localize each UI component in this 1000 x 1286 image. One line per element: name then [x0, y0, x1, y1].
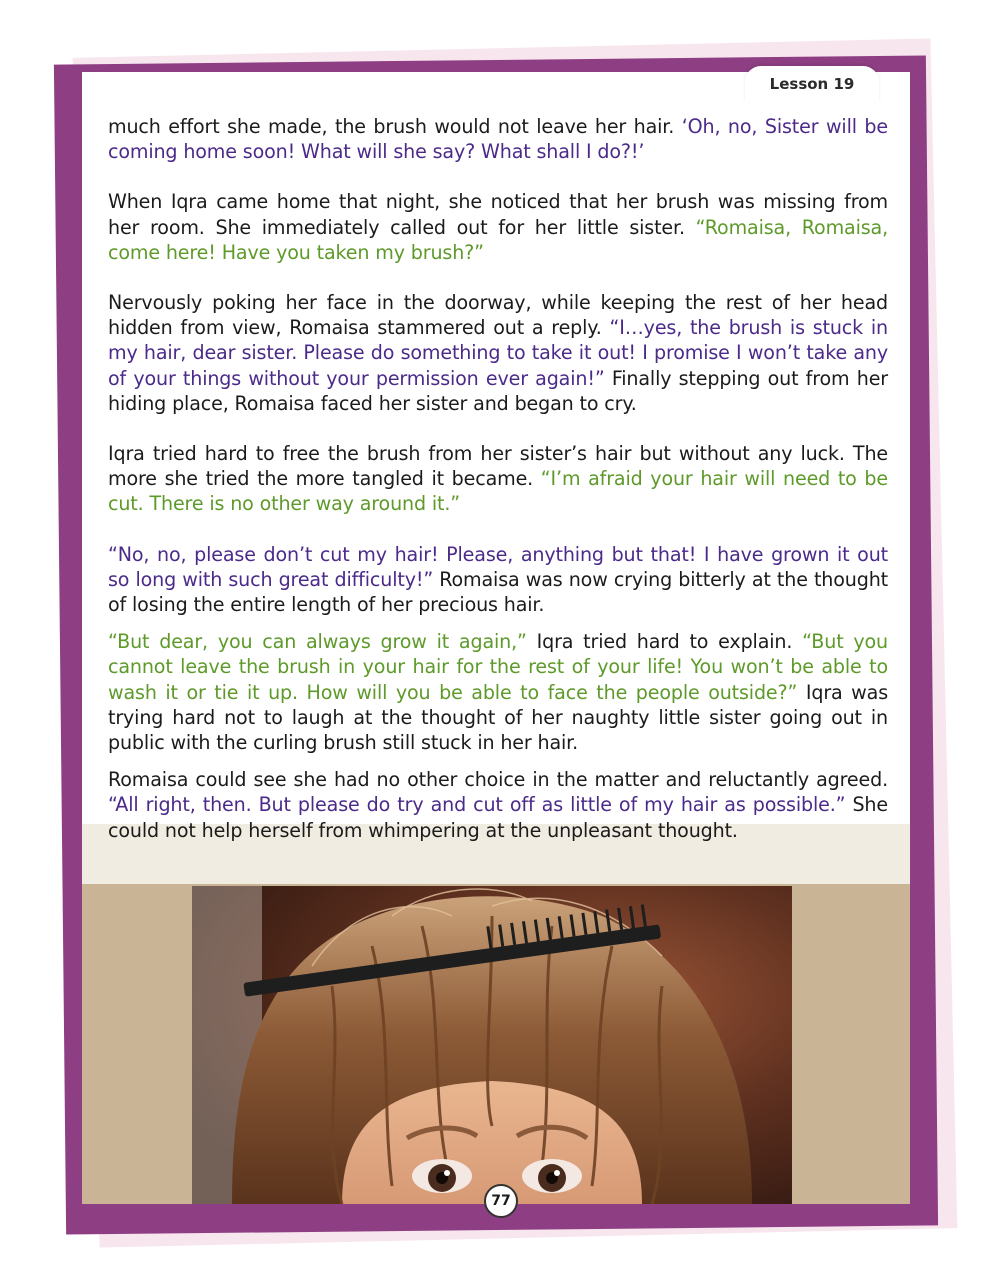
- narration: much effort she made, the brush would not leave her hair.: [108, 115, 682, 138]
- paragraph-5: [108, 542, 888, 618]
- page-number: [484, 1184, 518, 1218]
- story-text: [108, 114, 888, 868]
- narration: When Iqra came home that night, she noticed that her brush was missing from her room. She immediately called out for her little sister.: [108, 190, 888, 239]
- girl-with-comb-image: [192, 886, 792, 1204]
- page-number-text: 77: [491, 1193, 511, 1209]
- paragraph-7: [108, 767, 888, 843]
- romaisa-speech: “I…yes, the brush is stuck in my hair, dear sister. Please do something to take it out! I promise I won’t take any of your things without your permission ever again!”: [108, 316, 888, 390]
- narration: Iqra tried hard to explain.: [526, 630, 803, 654]
- iqra-speech: “Romaisa, Romaisa, come here! Have you taken my brush?”: [108, 215, 888, 264]
- narration: Romaisa could see she had no other choice in the matter and reluctantly agreed.: [108, 768, 888, 792]
- narration: She could not help herself from whimpering at the unpleasant thought.: [108, 793, 888, 842]
- paragraph-4: [108, 441, 888, 517]
- paragraph-6: [108, 629, 888, 755]
- narration: Romaisa was now crying bitterly at the thought of losing the entire length of her precious hair.: [108, 567, 888, 617]
- narration: Iqra tried hard to free the brush from her sister’s hair but without any luck. The more she tried the more tangled it became.: [108, 442, 888, 491]
- paragraph-1: [108, 114, 888, 164]
- illustration-photo: [192, 886, 792, 1204]
- narration: Nervously poking her face in the doorway, while keeping the rest of her head hidden from view, Romaisa stammered out a reply.: [108, 291, 888, 340]
- romaisa-speech: “No, no, please don’t cut my hair! Please, anything but that! I have grown it out so long with such great difficulty!”: [108, 542, 888, 591]
- paragraph-3: [108, 290, 888, 416]
- romaisa-thought: ‘Oh, no, Sister will be coming home soon! What will she say? What shall I do?!’: [108, 115, 888, 164]
- paragraph-2: [108, 189, 888, 265]
- lesson-tab: [745, 66, 879, 102]
- iqra-speech: “But dear, you can always grow it again,”: [108, 630, 527, 654]
- iqra-speech: “I’m afraid your hair will need to be cut. There is no other way around it.”: [108, 467, 888, 516]
- romaisa-speech: “All right, then. But please do try and cut off as little of my hair as possible.”: [108, 793, 846, 817]
- narration: Iqra was trying hard not to laugh at the thought of her naughty little sister going out in public with the curling brush still stuck in her hair.: [108, 680, 888, 755]
- iqra-speech: “But you cannot leave the brush in your hair for the rest of your life! You won’t be able to wash it or tie it up. How will you be able to face the people outside?”: [108, 630, 889, 704]
- narration: Finally stepping out from her hiding place, Romaisa faced her sister and began to cry.: [108, 366, 888, 415]
- lesson-label: Lesson 19: [769, 75, 855, 93]
